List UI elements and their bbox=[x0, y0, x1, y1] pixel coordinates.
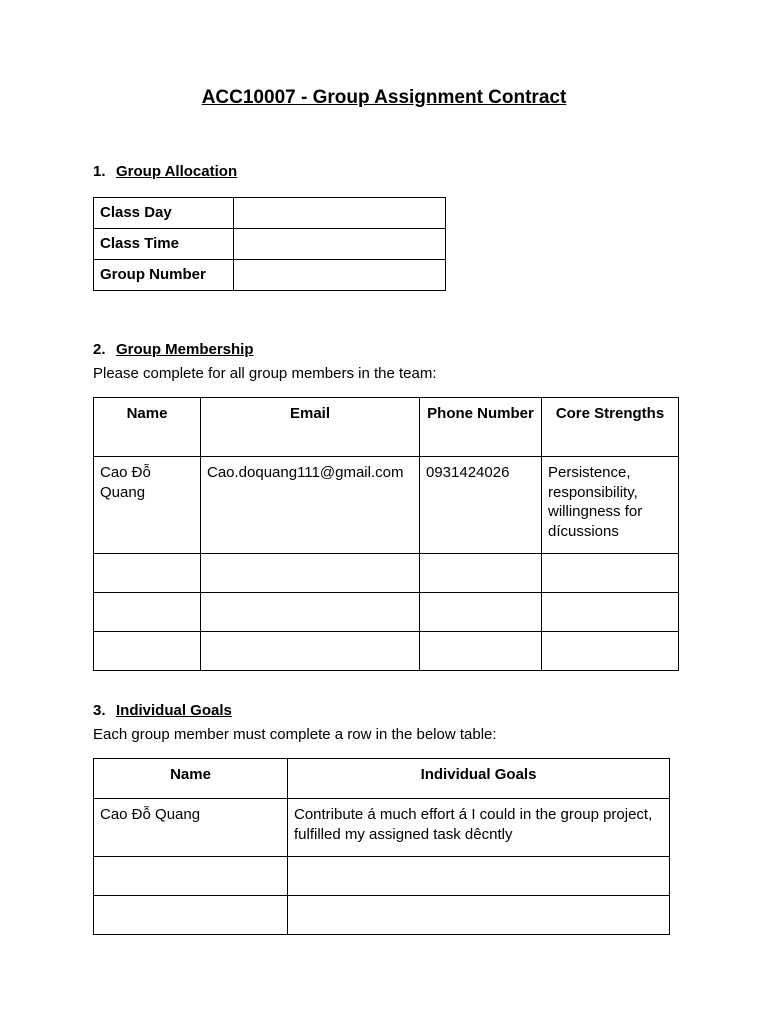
member-name[interactable] bbox=[94, 632, 201, 671]
table-row bbox=[94, 632, 679, 671]
member-strengths[interactable] bbox=[542, 554, 679, 593]
group-number-label: Group Number bbox=[94, 260, 234, 291]
header-name: Name bbox=[94, 759, 288, 799]
class-day-label: Class Day bbox=[94, 198, 234, 229]
section-3-number: 3. bbox=[93, 702, 106, 719]
member-phone[interactable] bbox=[420, 632, 542, 671]
table-row bbox=[94, 896, 670, 935]
class-day-value[interactable] bbox=[234, 198, 446, 229]
section-3-heading bbox=[93, 702, 232, 719]
member-name[interactable] bbox=[94, 593, 201, 632]
table-row bbox=[94, 229, 446, 260]
section-2-number: 2. bbox=[93, 341, 106, 358]
section-3-label: Individual Goals bbox=[116, 702, 232, 719]
goal-member-name[interactable] bbox=[94, 857, 288, 896]
section-1-heading bbox=[93, 163, 237, 180]
class-time-label: Class Time bbox=[94, 229, 234, 260]
section-1-number: 1. bbox=[93, 163, 106, 180]
member-phone[interactable] bbox=[420, 593, 542, 632]
member-phone[interactable]: 0931424026 bbox=[420, 457, 542, 554]
goal-text[interactable] bbox=[288, 857, 670, 896]
member-strengths[interactable] bbox=[542, 593, 679, 632]
table-header-row bbox=[94, 398, 679, 457]
section-3-instruction: Each group member must complete a row in the below table: bbox=[93, 726, 497, 743]
group-number-value[interactable] bbox=[234, 260, 446, 291]
header-email: Email bbox=[201, 398, 420, 457]
member-strengths[interactable]: Persistence, responsibility, willingness for dícussions bbox=[542, 457, 679, 554]
header-core-strengths: Core Strengths bbox=[542, 398, 679, 457]
table-row bbox=[94, 857, 670, 896]
table-header-row bbox=[94, 759, 670, 799]
table-row bbox=[94, 799, 670, 857]
member-email[interactable] bbox=[201, 554, 420, 593]
group-membership-table bbox=[93, 397, 679, 671]
table-row bbox=[94, 457, 679, 554]
section-2-instruction: Please complete for all group members in the team: bbox=[93, 365, 437, 382]
goal-member-name[interactable]: Cao Đỗ Quang bbox=[94, 799, 288, 857]
section-2-label: Group Membership bbox=[116, 341, 254, 358]
member-email[interactable]: Cao.doquang111@gmail.com bbox=[201, 457, 420, 554]
class-time-value[interactable] bbox=[234, 229, 446, 260]
member-name[interactable]: Cao Đỗ Quang bbox=[94, 457, 201, 554]
goal-text[interactable]: Contribute á much effort á I could in the group project, fulfilled my assigned task dêcntly bbox=[288, 799, 670, 857]
individual-goals-table bbox=[93, 758, 670, 935]
header-name: Name bbox=[94, 398, 201, 457]
table-row bbox=[94, 593, 679, 632]
member-email[interactable] bbox=[201, 632, 420, 671]
table-row bbox=[94, 198, 446, 229]
goal-member-name[interactable] bbox=[94, 896, 288, 935]
member-strengths[interactable] bbox=[542, 632, 679, 671]
member-phone[interactable] bbox=[420, 554, 542, 593]
section-2-heading bbox=[93, 341, 254, 358]
header-individual-goals: Individual Goals bbox=[288, 759, 670, 799]
table-row bbox=[94, 554, 679, 593]
member-email[interactable] bbox=[201, 593, 420, 632]
section-1-label: Group Allocation bbox=[116, 163, 238, 180]
group-allocation-table bbox=[93, 197, 446, 291]
header-phone: Phone Number bbox=[420, 398, 542, 457]
table-row bbox=[94, 260, 446, 291]
goal-text[interactable] bbox=[288, 896, 670, 935]
document-title: ACC10007 - Group Assignment Contract bbox=[201, 87, 567, 108]
member-name[interactable] bbox=[94, 554, 201, 593]
